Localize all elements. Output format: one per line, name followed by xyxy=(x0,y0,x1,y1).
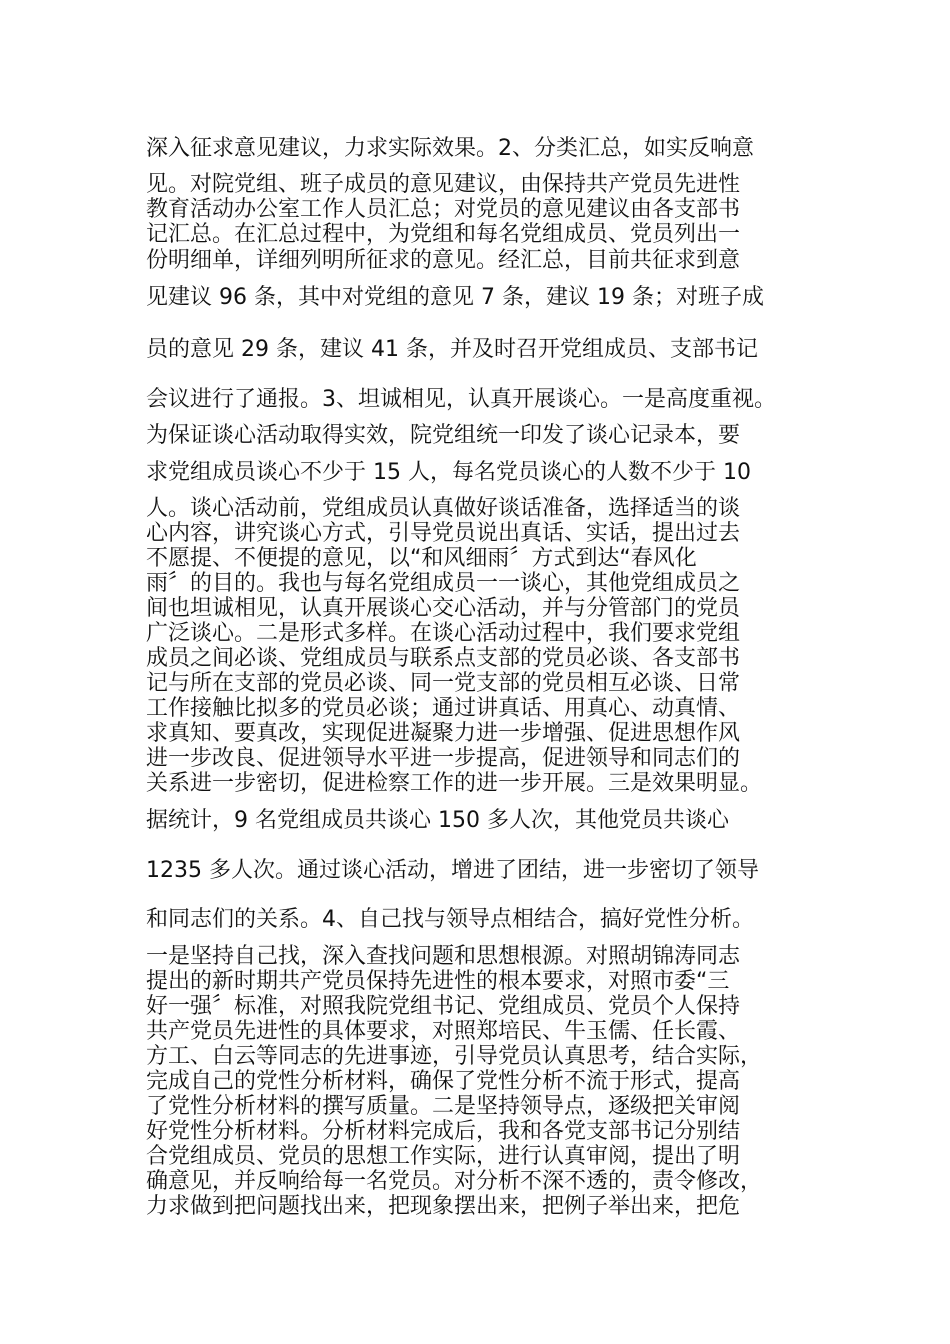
text-line: 好党性分析材料。分析材料完成后，我和各党支部书记分别结 xyxy=(146,1119,741,1144)
text-line: 提出的新时期共产党员保持先进性的根本要求，对照市委“三 xyxy=(146,969,730,994)
text-line: 心内容，讲究谈心方式，引导党员说出真话、实话，提出过去 xyxy=(146,521,741,546)
text-line: 一是坚持自己找，深入查找问题和思想根源。对照胡锦涛同志 xyxy=(146,944,741,969)
text-line: 教育活动办公室工作人员汇总；对党员的意见建议由各支部书 xyxy=(146,197,741,222)
text-line: 求党组成员谈心不少于 15 人，每名党员谈心的人数不少于 10 xyxy=(146,460,751,485)
text-line: 合党组成员、党员的思想工作实际，进行认真审阅，提出了明 xyxy=(146,1144,741,1169)
text-line: 力求做到把问题找出来，把现象摆出来，把例子举出来，把危 xyxy=(146,1194,741,1219)
text-line: 间也坦诚相见，认真开展谈心交心活动，并与分管部门的党员 xyxy=(146,596,741,621)
text-line: 方工、白云等同志的先进事迹，引导党员认真思考，结合实际， xyxy=(146,1044,763,1069)
text-line: 成员之间必谈、党组成员与联系点支部的党员必谈、各支部书 xyxy=(146,646,741,671)
text-line: 不愿提、不便提的意见，以“和风细雨〞方式到达“春风化 xyxy=(146,546,697,571)
text-line: 共产党员先进性的具体要求，对照郑培民、牛玉儒、任长霞、 xyxy=(146,1019,741,1044)
text-line: 工作接触比拟多的党员必谈；通过讲真话、用真心、动真情、 xyxy=(146,696,741,721)
text-line: 广泛谈心。二是形式多样。在谈心活动过程中，我们要求党组 xyxy=(146,621,741,646)
text-line: 进一步改良、促进领导水平进一步提高，促进领导和同志们的 xyxy=(146,746,741,771)
text-line: 确意见，并反响给每一名党员。对分析不深不透的，责令修改， xyxy=(146,1169,763,1194)
text-line: 见建议 96 条，其中对党组的意见 7 条，建议 19 条；对班子成 xyxy=(146,285,764,310)
text-line: 员的意见 29 条，建议 41 条，并及时召开党组成员、支部书记 xyxy=(146,337,758,362)
text-line: 据统计，9 名党组成员共谈心 150 多人次，其他党员共谈心 xyxy=(146,808,729,833)
text-line: 完成自己的党性分析材料，确保了党性分析不流于形式，提高 xyxy=(146,1069,741,1094)
text-line: 关系进一步密切，促进检察工作的进一步开展。三是效果明显。 xyxy=(146,771,763,796)
text-line: 好一强〞标准，对照我院党组书记、党组成员、党员个人保持 xyxy=(146,994,741,1019)
text-line: 深入征求意见建议，力求实际效果。2、分类汇总，如实反响意 xyxy=(146,136,754,161)
text-line: 见。对院党组、班子成员的意见建议，由保持共产党员先进性 xyxy=(146,172,741,197)
text-line: 记汇总。在汇总过程中，为党组和每名党组成员、党员列出一 xyxy=(146,222,741,247)
text-line: 求真知、要真改，实现促进凝聚力进一步增强、促进思想作风 xyxy=(146,721,741,746)
text-line: 雨〞的目的。我也与每名党组成员一一谈心，其他党组成员之 xyxy=(146,571,741,596)
text-line: 会议进行了通报。3、坦诚相见，认真开展谈心。一是高度重视。 xyxy=(146,387,776,412)
text-line: 份明细单，详细列明所征求的意见。经汇总，目前共征求到意 xyxy=(146,248,741,273)
text-line: 为保证谈心活动取得实效，院党组统一印发了谈心记录本，要 xyxy=(146,423,741,448)
text-line: 记与所在支部的党员必谈、同一党支部的党员相互必谈、日常 xyxy=(146,671,741,696)
text-line: 和同志们的关系。4、自己找与领导点相结合，搞好党性分析。 xyxy=(146,907,754,932)
text-line: 了党性分析材料的撰写质量。二是坚持领导点，逐级把关审阅 xyxy=(146,1094,741,1119)
text-line: 人。谈心活动前，党组成员认真做好谈话准备，选择适当的谈 xyxy=(146,496,741,521)
text-line: 1235 多人次。通过谈心活动，增进了团结，进一步密切了领导 xyxy=(146,858,759,883)
